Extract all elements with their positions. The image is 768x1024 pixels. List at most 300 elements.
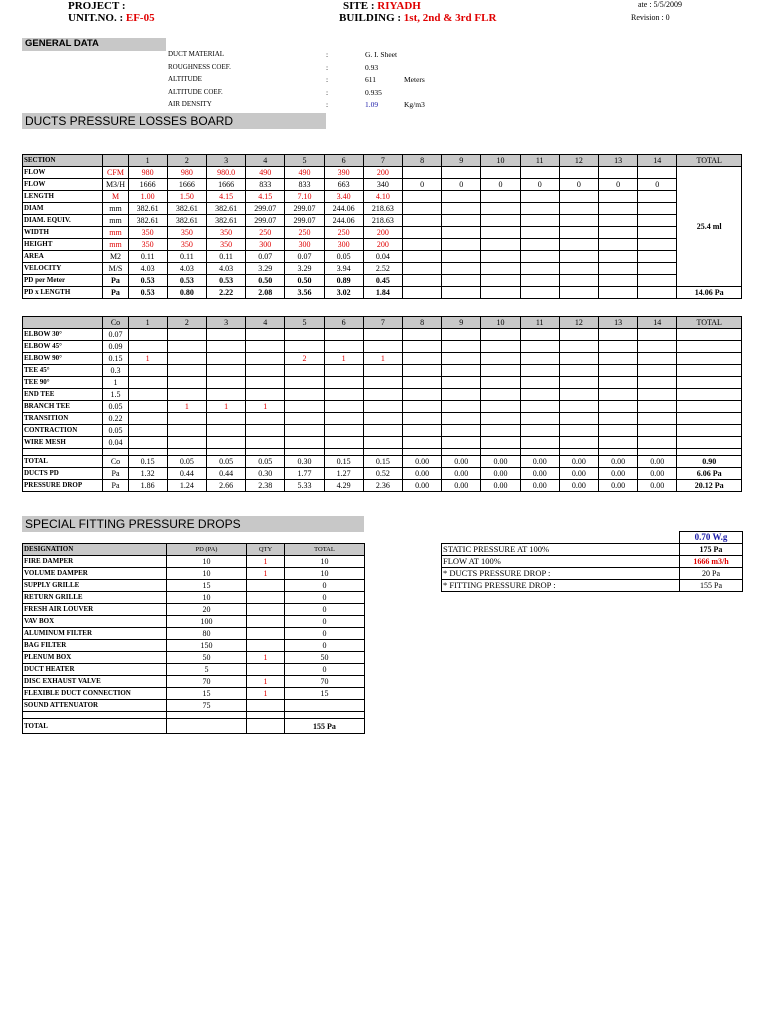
- fittings-cell: [599, 353, 638, 365]
- ducts-cell: 0.53: [206, 275, 245, 287]
- fittings-cell: [677, 377, 742, 389]
- special-cell: 20: [167, 604, 247, 616]
- ducts-pd-total: 14.06 Pa: [677, 287, 742, 299]
- fittings-cell: [559, 389, 598, 401]
- ducts-cell: 833: [285, 179, 324, 191]
- ducts-header-cell: 4: [246, 155, 285, 167]
- fittings-cell: [481, 413, 520, 425]
- fittings-total-cell: 0.00: [402, 468, 441, 480]
- fittings-total-cell: Pa: [103, 480, 128, 492]
- fittings-row: [23, 341, 742, 353]
- ducts-cell: [442, 215, 481, 227]
- fittings-total-row: [23, 480, 742, 492]
- summary-value: 155 Pa: [680, 580, 743, 592]
- site-label: [343, 0, 421, 12]
- ducts-cell: 0: [559, 179, 598, 191]
- fittings-gap-cell: [246, 449, 285, 456]
- fittings-cell: 0.05: [103, 401, 128, 413]
- fittings-row-label: TRANSITION: [23, 413, 103, 425]
- fittings-row: [23, 389, 742, 401]
- special-gap-cell: [247, 712, 285, 719]
- ducts-row: [23, 263, 742, 275]
- ducts-cell: [402, 167, 441, 179]
- fittings-total-cell: 0.15: [324, 456, 363, 468]
- fittings-total-cell: 0.00: [599, 480, 638, 492]
- fittings-cell: 0.05: [103, 425, 128, 437]
- ducts-cell: [402, 275, 441, 287]
- fittings-header-cell: 8: [402, 317, 441, 329]
- ducts-header-row: [23, 155, 742, 167]
- fittings-total-cell: 0.00: [442, 456, 481, 468]
- fittings-cell: [677, 401, 742, 413]
- ducts-cell: [520, 287, 559, 299]
- summary-value: 1666 m3/h: [680, 556, 743, 568]
- fittings-cell: [363, 389, 402, 401]
- special-row-label: ALUMINUM FILTER: [23, 628, 167, 640]
- fittings-total-row: [23, 456, 742, 468]
- fittings-row: [23, 365, 742, 377]
- ducts-header-cell: 1: [128, 155, 167, 167]
- ducts-cell: 300: [324, 239, 363, 251]
- fittings-total-cell: 2.38: [246, 480, 285, 492]
- fittings-cell: [167, 425, 206, 437]
- fittings-cell: [638, 389, 677, 401]
- fittings-cell: [363, 341, 402, 353]
- special-cell: 0: [285, 604, 365, 616]
- fittings-cell: [677, 437, 742, 449]
- fittings-cell: [324, 329, 363, 341]
- special-row: [23, 580, 365, 592]
- summary-row: [442, 580, 743, 592]
- fittings-cell: [442, 377, 481, 389]
- summary-row: [442, 544, 743, 556]
- ducts-cell: 200: [363, 227, 402, 239]
- fittings-cell: [128, 341, 167, 353]
- ducts-cell: [599, 203, 638, 215]
- ducts-cell: 3.29: [246, 263, 285, 275]
- fittings-row-label: ELBOW 90°: [23, 353, 103, 365]
- fittings-cell: [599, 413, 638, 425]
- ducts-length-total: 25.4 ml: [696, 222, 722, 231]
- general-row-value: 0.93: [365, 63, 379, 72]
- fittings-total-cell: 0.30: [246, 468, 285, 480]
- fittings-total-cell: 0.00: [481, 480, 520, 492]
- ducts-header-cell: 14: [638, 155, 677, 167]
- summary-table: [441, 531, 743, 592]
- fittings-gap-cell: [638, 449, 677, 456]
- ducts-cell: [520, 263, 559, 275]
- fittings-cell: [206, 365, 245, 377]
- ducts-cell: [520, 203, 559, 215]
- fittings-gap-cell: [167, 449, 206, 456]
- summary-label: * DUCTS PRESSURE DROP :: [442, 568, 680, 580]
- fittings-cell: [559, 401, 598, 413]
- ducts-header-cell: SECTION: [23, 155, 103, 167]
- summary-value: 20 Pa: [680, 568, 743, 580]
- ducts-cell: [599, 263, 638, 275]
- ducts-cell: [481, 191, 520, 203]
- special-row-label: DISC EXHAUST VALVE: [23, 676, 167, 688]
- fittings-cell: [402, 353, 441, 365]
- fittings-cell: [246, 425, 285, 437]
- ducts-cell: 0.53: [167, 275, 206, 287]
- general-row-label: ALTITUDE COEF.: [168, 88, 223, 96]
- fittings-total-label: DUCTS PD: [23, 468, 103, 480]
- summary-wg-blank: [442, 532, 680, 544]
- ducts-cell: 300: [285, 239, 324, 251]
- revision-text: Revision : 0: [631, 13, 670, 22]
- ducts-cell: [599, 275, 638, 287]
- fittings-cell: [638, 365, 677, 377]
- fittings-cell: [442, 413, 481, 425]
- fittings-total-cell: 6.06 Pa: [677, 468, 742, 480]
- fittings-row-label: CONTRACTION: [23, 425, 103, 437]
- general-row-sep: :: [326, 75, 329, 84]
- fittings-total-cell: 0.00: [599, 468, 638, 480]
- general-row-value: 0.935: [365, 88, 382, 97]
- ducts-cell: [442, 251, 481, 263]
- ducts-cell: [638, 263, 677, 275]
- ducts-total-cell: [677, 167, 742, 287]
- fittings-cell: 0.15: [103, 353, 128, 365]
- ducts-cell: [481, 167, 520, 179]
- building-label-text: BUILDING :: [339, 12, 402, 24]
- special-cell: 0: [285, 616, 365, 628]
- ducts-cell: 980.0: [206, 167, 245, 179]
- ducts-row: [23, 179, 742, 191]
- ducts-cell: [599, 191, 638, 203]
- fittings-gap-cell: [285, 449, 324, 456]
- ducts-cell: 350: [128, 227, 167, 239]
- ducts-cell: [520, 167, 559, 179]
- fittings-cell: 0.07: [103, 329, 128, 341]
- fittings-total-cell: 0.00: [638, 468, 677, 480]
- ducts-cell: 299.07: [285, 215, 324, 227]
- special-row: [23, 676, 365, 688]
- ducts-cell: 0.11: [128, 251, 167, 263]
- special-header-cell: DESIGNATION: [23, 544, 167, 556]
- fittings-cell: [363, 401, 402, 413]
- fittings-cell: [402, 365, 441, 377]
- fittings-row: [23, 377, 742, 389]
- ducts-row-label: DIAM: [23, 203, 103, 215]
- fittings-gap-cell: [520, 449, 559, 456]
- ducts-header-cell: 8: [402, 155, 441, 167]
- special-header-cell: QTY: [247, 544, 285, 556]
- general-row-label: ROUGHNESS COEF.: [168, 63, 231, 71]
- fittings-row: [23, 437, 742, 449]
- unit-label: [68, 12, 155, 24]
- fittings-cell: [246, 389, 285, 401]
- ducts-row: [23, 191, 742, 203]
- fittings-cell: [677, 389, 742, 401]
- ducts-cell: 0.11: [167, 251, 206, 263]
- fittings-total-cell: 0.00: [638, 456, 677, 468]
- special-cell: [247, 664, 285, 676]
- fittings-header-cell: 3: [206, 317, 245, 329]
- fittings-cell: [324, 425, 363, 437]
- ducts-cell: 0: [520, 179, 559, 191]
- ducts-row-label: LENGTH: [23, 191, 103, 203]
- fittings-total-cell: 0.00: [520, 456, 559, 468]
- ducts-row-label: VELOCITY: [23, 263, 103, 275]
- ducts-cell: [559, 263, 598, 275]
- ducts-cell: 7.10: [285, 191, 324, 203]
- special-cell: [247, 592, 285, 604]
- fittings-cell: [246, 437, 285, 449]
- special-row: [23, 652, 365, 664]
- summary-row: [442, 556, 743, 568]
- ducts-row: [23, 287, 742, 299]
- fittings-cell: [324, 413, 363, 425]
- special-cell: 0: [285, 580, 365, 592]
- ducts-cell: [559, 287, 598, 299]
- ducts-cell: 382.61: [167, 203, 206, 215]
- fittings-total-row: [23, 468, 742, 480]
- fittings-total-cell: 0.15: [128, 456, 167, 468]
- fittings-cell: [128, 413, 167, 425]
- fittings-row: [23, 329, 742, 341]
- special-header-cell: TOTAL: [285, 544, 365, 556]
- special-row: [23, 604, 365, 616]
- special-row-label: RETURN GRILLE: [23, 592, 167, 604]
- fittings-total-cell: 0.00: [402, 456, 441, 468]
- fittings-cell: [442, 437, 481, 449]
- special-cell: 50: [167, 652, 247, 664]
- ducts-cell: 1666: [206, 179, 245, 191]
- ducts-cell: [559, 191, 598, 203]
- ducts-cell: 0: [481, 179, 520, 191]
- ducts-cell: [599, 287, 638, 299]
- special-cell: [247, 700, 285, 712]
- fittings-total-cell: 0.00: [559, 456, 598, 468]
- fittings-cell: 1: [167, 401, 206, 413]
- ducts-cell: 250: [324, 227, 363, 239]
- fittings-cell: [167, 413, 206, 425]
- fittings-cell: [638, 377, 677, 389]
- fittings-cell: [363, 425, 402, 437]
- special-cell: 0: [285, 592, 365, 604]
- ducts-cell: [559, 167, 598, 179]
- ducts-header-cell: TOTAL: [677, 155, 742, 167]
- ducts-cell: [559, 275, 598, 287]
- special-row-label: VOLUME DAMPER: [23, 568, 167, 580]
- special-cell: 10: [167, 592, 247, 604]
- fittings-cell: [128, 401, 167, 413]
- ducts-cell: [638, 167, 677, 179]
- fittings-cell: [481, 377, 520, 389]
- fittings-cell: [206, 425, 245, 437]
- fittings-header-cell: 7: [363, 317, 402, 329]
- ducts-cell: 382.61: [206, 215, 245, 227]
- fittings-cell: [128, 437, 167, 449]
- fittings-cell: [481, 341, 520, 353]
- fittings-gap-cell: [442, 449, 481, 456]
- ducts-cell: 1666: [167, 179, 206, 191]
- fittings-cell: [167, 437, 206, 449]
- fittings-gap-row: [23, 449, 742, 456]
- fittings-row-label: TEE 90°: [23, 377, 103, 389]
- fittings-cell: [206, 377, 245, 389]
- special-row: [23, 616, 365, 628]
- fittings-total-cell: 0.00: [559, 468, 598, 480]
- ducts-cell: 0.89: [324, 275, 363, 287]
- ducts-cell: [599, 251, 638, 263]
- ducts-cell: 299.07: [246, 215, 285, 227]
- special-cell: 10: [167, 568, 247, 580]
- fittings-gap-cell: [103, 449, 128, 456]
- summary-row: [442, 568, 743, 580]
- fittings-cell: [599, 365, 638, 377]
- ducts-cell: 2.22: [206, 287, 245, 299]
- fittings-header-cell: Co: [103, 317, 128, 329]
- fittings-total-cell: 0.00: [442, 468, 481, 480]
- fittings-cell: [559, 425, 598, 437]
- fittings-cell: [520, 329, 559, 341]
- fittings-table: [22, 316, 742, 492]
- ducts-cell: 350: [167, 239, 206, 251]
- special-total-label: TOTAL: [23, 719, 167, 734]
- unit-label-text: UNIT.NO. :: [68, 12, 124, 24]
- fittings-header-cell: 11: [520, 317, 559, 329]
- fittings-cell: [128, 389, 167, 401]
- special-total-cell: 155 Pa: [285, 719, 365, 734]
- fittings-cell: [402, 341, 441, 353]
- fittings-cell: [442, 401, 481, 413]
- fittings-total-cell: 1.77: [285, 468, 324, 480]
- ducts-cell: [559, 227, 598, 239]
- ducts-cell: 1666: [128, 179, 167, 191]
- ducts-cell: 0.50: [246, 275, 285, 287]
- ducts-cell: [481, 203, 520, 215]
- fittings-cell: 0.09: [103, 341, 128, 353]
- fittings-header-cell: 9: [442, 317, 481, 329]
- ducts-cell: 244.06: [324, 215, 363, 227]
- ducts-row: [23, 239, 742, 251]
- fittings-header-cell: 13: [599, 317, 638, 329]
- fittings-row-label: ELBOW 45°: [23, 341, 103, 353]
- ducts-cell: 0.50: [285, 275, 324, 287]
- fittings-cell: [402, 425, 441, 437]
- fittings-cell: [167, 341, 206, 353]
- special-cell: 75: [167, 700, 247, 712]
- ducts-cell: 300: [246, 239, 285, 251]
- special-total-row: [23, 719, 365, 734]
- ducts-header-cell: 2: [167, 155, 206, 167]
- ducts-cell: 490: [246, 167, 285, 179]
- special-row: [23, 568, 365, 580]
- ducts-cell: 350: [167, 227, 206, 239]
- fittings-total-cell: 0.00: [442, 480, 481, 492]
- ducts-cell: [638, 287, 677, 299]
- special-cell: [247, 640, 285, 652]
- special-row-label: SUPPLY GRILLE: [23, 580, 167, 592]
- fittings-gap-cell: [599, 449, 638, 456]
- ducts-cell: [402, 191, 441, 203]
- fittings-header-cell: 14: [638, 317, 677, 329]
- fittings-total-cell: 0.00: [481, 468, 520, 480]
- fittings-cell: [442, 341, 481, 353]
- building-value: 1st, 2nd & 3rd FLR: [403, 12, 497, 24]
- ducts-cell: 3.40: [324, 191, 363, 203]
- ducts-cell: 0.53: [128, 275, 167, 287]
- special-cell: 5: [167, 664, 247, 676]
- general-row-label: DUCT MATERIAL: [168, 50, 225, 58]
- fittings-total-cell: 0.00: [520, 468, 559, 480]
- fittings-total-label: TOTAL: [23, 456, 103, 468]
- fittings-cell: [599, 341, 638, 353]
- ducts-cell: [442, 167, 481, 179]
- ducts-row: [23, 251, 742, 263]
- ducts-cell: 382.61: [167, 215, 206, 227]
- ducts-table: [22, 154, 742, 299]
- ducts-cell: [402, 239, 441, 251]
- fittings-cell: [246, 377, 285, 389]
- ducts-row-label: HEIGHT: [23, 239, 103, 251]
- ducts-cell: 340: [363, 179, 402, 191]
- fittings-cell: [402, 389, 441, 401]
- special-cell: 70: [285, 676, 365, 688]
- ducts-cell: [638, 227, 677, 239]
- ducts-cell: [599, 215, 638, 227]
- ducts-row: [23, 167, 742, 179]
- ducts-cell: 244.06: [324, 203, 363, 215]
- fittings-cell: [363, 413, 402, 425]
- fittings-cell: [128, 377, 167, 389]
- fittings-total-cell: 0.00: [559, 480, 598, 492]
- ducts-cell: 3.29: [285, 263, 324, 275]
- ducts-cell: [638, 275, 677, 287]
- ducts-cell: [442, 239, 481, 251]
- building-label: [339, 12, 496, 24]
- fittings-gap-cell: [128, 449, 167, 456]
- special-cell: 10: [167, 556, 247, 568]
- fittings-cell: [285, 437, 324, 449]
- ducts-cell: [559, 239, 598, 251]
- ducts-cell: M: [103, 191, 128, 203]
- ducts-cell: [481, 275, 520, 287]
- fittings-total-cell: 0.90: [677, 456, 742, 468]
- fittings-gap-cell: [363, 449, 402, 456]
- ducts-board-title: [22, 113, 326, 129]
- ducts-cell: 0.05: [324, 251, 363, 263]
- fittings-cell: [324, 437, 363, 449]
- fittings-cell: [324, 401, 363, 413]
- fittings-cell: [285, 377, 324, 389]
- ducts-cell: [520, 239, 559, 251]
- ducts-cell: [559, 251, 598, 263]
- special-row-label: PLENUM BOX: [23, 652, 167, 664]
- ducts-cell: mm: [103, 239, 128, 251]
- ducts-cell: [599, 239, 638, 251]
- ducts-header-cell: 11: [520, 155, 559, 167]
- fittings-header-cell: 4: [246, 317, 285, 329]
- special-gap-cell: [167, 712, 247, 719]
- special-header-cell: PD (PA): [167, 544, 247, 556]
- ducts-row-label: PD per Meter: [23, 275, 103, 287]
- fittings-cell: [638, 353, 677, 365]
- fittings-row: [23, 413, 742, 425]
- fittings-cell: [638, 329, 677, 341]
- fittings-header-cell: 10: [481, 317, 520, 329]
- fittings-cell: [402, 329, 441, 341]
- special-row-label: VAV BOX: [23, 616, 167, 628]
- special-gap-cell: [23, 712, 167, 719]
- ducts-cell: [442, 275, 481, 287]
- fittings-cell: [442, 353, 481, 365]
- ducts-header-cell: [103, 155, 128, 167]
- ducts-row-label: DIAM. EQUIV.: [23, 215, 103, 227]
